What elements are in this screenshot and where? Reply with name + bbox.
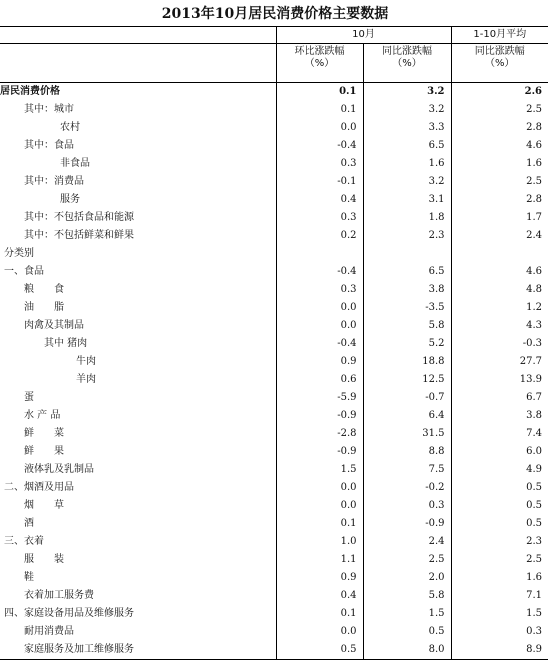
yoy-value: 8.0 [363, 641, 451, 660]
avg-yoy-value: 6.0 [451, 443, 548, 461]
table-row [0, 209, 548, 227]
header-yoy-label: 同比涨跌幅 [382, 46, 432, 57]
table-row [0, 407, 548, 425]
header-yoy-change [363, 44, 451, 83]
yoy-value: 3.8 [363, 281, 451, 299]
yoy-value: 2.5 [363, 551, 451, 569]
mom-value: 0.0 [276, 479, 363, 497]
yoy-value [363, 245, 451, 263]
mom-value: 0.0 [276, 119, 363, 137]
table-row [0, 515, 548, 533]
yoy-value: 7.5 [363, 461, 451, 479]
mom-value: -5.9 [276, 389, 363, 407]
avg-yoy-value: 2.4 [451, 227, 548, 245]
table-row [0, 569, 548, 587]
mom-value: 0.1 [276, 515, 363, 533]
yoy-value: 8.8 [363, 443, 451, 461]
avg-yoy-value: 1.6 [451, 155, 548, 173]
mom-value: 0.5 [276, 641, 363, 660]
header-blank-cell [0, 27, 276, 44]
page-title: 2013年10月居民消费价格主要数据 [161, 6, 389, 22]
yoy-value: 0.5 [363, 623, 451, 641]
table-row [0, 461, 548, 479]
table-row [0, 335, 548, 353]
avg-yoy-value: 2.6 [451, 83, 548, 102]
table-row [0, 623, 548, 641]
avg-yoy-value: 0.3 [451, 623, 548, 641]
avg-yoy-value: 3.8 [451, 407, 548, 425]
yoy-value: 1.6 [363, 155, 451, 173]
avg-yoy-value [451, 245, 548, 263]
table-row [0, 281, 548, 299]
avg-yoy-value: 4.8 [451, 281, 548, 299]
avg-yoy-value: 4.3 [451, 317, 548, 335]
mom-value: -0.4 [276, 335, 363, 353]
table-row [0, 605, 548, 623]
yoy-value: 6.4 [363, 407, 451, 425]
row-label: 鲜 菜 [24, 428, 64, 439]
row-label: 油 脂 [24, 302, 64, 313]
avg-yoy-value: 1.7 [451, 209, 548, 227]
header-mom-change [276, 44, 363, 83]
row-label: 蛋 [24, 392, 34, 403]
header-blank-cell [0, 44, 276, 83]
row-label: 居民消费价格 [0, 86, 60, 97]
table-row [0, 173, 548, 191]
avg-yoy-value: 7.1 [451, 587, 548, 605]
row-label: 其中：不包括鲜菜和鲜果 [24, 230, 134, 241]
yoy-value: -3.5 [363, 299, 451, 317]
yoy-value: 3.2 [363, 173, 451, 191]
row-label: 耐用消费品 [24, 626, 74, 637]
avg-yoy-value: 2.8 [451, 119, 548, 137]
yoy-value: 2.3 [363, 227, 451, 245]
yoy-value: 3.3 [363, 119, 451, 137]
avg-yoy-value: 27.7 [451, 353, 548, 371]
table-row [0, 317, 548, 335]
row-label: 其中：不包括食品和能源 [24, 212, 134, 223]
header-group-average: 1-10月平均 [451, 27, 548, 44]
mom-value: 0.0 [276, 497, 363, 515]
avg-yoy-value: 1.2 [451, 299, 548, 317]
yoy-value: 6.5 [363, 263, 451, 281]
table-row [0, 533, 548, 551]
avg-yoy-value: 0.5 [451, 497, 548, 515]
mom-value: 0.0 [276, 623, 363, 641]
mom-value: 0.1 [276, 101, 363, 119]
row-label: 其中：消费品 [24, 176, 84, 187]
yoy-value: 31.5 [363, 425, 451, 443]
row-label: 家庭服务及加工维修服务 [0, 641, 276, 660]
row-label: 非食品 [60, 158, 90, 169]
yoy-value: 1.5 [363, 605, 451, 623]
header-unit: （%） [392, 58, 422, 69]
mom-value: -0.9 [276, 407, 363, 425]
row-label: 粮 食 [24, 284, 64, 295]
row-label: 四、家庭设备用品及维修服务 [4, 608, 134, 619]
table-row [0, 245, 548, 263]
mom-value: 0.4 [276, 587, 363, 605]
table-row [0, 263, 548, 281]
row-label: 羊肉 [76, 374, 96, 385]
row-label: 一、食品 [4, 266, 44, 277]
mom-value: -0.9 [276, 443, 363, 461]
yoy-value: 3.2 [363, 101, 451, 119]
table-row [0, 119, 548, 137]
row-label: 肉禽及其制品 [24, 320, 84, 331]
avg-yoy-value: 8.9 [451, 641, 548, 660]
table-row [0, 425, 548, 443]
row-label: 其中：城市 [24, 104, 74, 115]
avg-yoy-value: 6.7 [451, 389, 548, 407]
mom-value [276, 245, 363, 263]
header-avg-yoy-change [451, 44, 548, 83]
mom-value: 1.5 [276, 461, 363, 479]
yoy-value: 5.8 [363, 587, 451, 605]
table-row [0, 299, 548, 317]
table-body [0, 83, 548, 660]
table-row [0, 587, 548, 605]
table-row [0, 389, 548, 407]
avg-yoy-value: 2.5 [451, 101, 548, 119]
mom-value: 1.0 [276, 533, 363, 551]
yoy-value: 3.2 [363, 83, 451, 102]
avg-yoy-value: 2.5 [451, 173, 548, 191]
yoy-value: 18.8 [363, 353, 451, 371]
yoy-value: 1.8 [363, 209, 451, 227]
mom-value: 0.3 [276, 155, 363, 173]
row-label: 酒 [24, 518, 34, 529]
yoy-value: 2.4 [363, 533, 451, 551]
mom-value: 0.0 [276, 317, 363, 335]
yoy-value: 0.3 [363, 497, 451, 515]
yoy-value: 3.1 [363, 191, 451, 209]
mom-value: -0.1 [276, 173, 363, 191]
mom-value: 1.1 [276, 551, 363, 569]
row-label: 服 装 [24, 554, 64, 565]
mom-value: 0.0 [276, 299, 363, 317]
avg-yoy-value: 1.6 [451, 569, 548, 587]
mom-value: 0.9 [276, 569, 363, 587]
row-label: 烟 草 [24, 500, 64, 511]
table-row [0, 497, 548, 515]
row-label: 二、烟酒及用品 [4, 482, 74, 493]
avg-yoy-value: 2.5 [451, 551, 548, 569]
header-group-october: 10月 [276, 27, 451, 44]
row-label: 牛肉 [76, 356, 96, 367]
header-mom-label: 环比涨跌幅 [294, 46, 345, 57]
mom-value: 0.1 [276, 605, 363, 623]
yoy-value: -0.2 [363, 479, 451, 497]
table-header [0, 27, 548, 83]
avg-yoy-value: 1.5 [451, 605, 548, 623]
row-label: 鲜 果 [24, 446, 64, 457]
mom-value: -0.4 [276, 137, 363, 155]
avg-yoy-value: 7.4 [451, 425, 548, 443]
yoy-value: 5.8 [363, 317, 451, 335]
mom-value: 0.3 [276, 281, 363, 299]
yoy-value: -0.9 [363, 515, 451, 533]
mom-value: -2.8 [276, 425, 363, 443]
table-row [0, 83, 548, 102]
avg-yoy-value: 0.5 [451, 515, 548, 533]
avg-yoy-value: 4.6 [451, 137, 548, 155]
table-row [0, 191, 548, 209]
row-label: 服务 [60, 194, 80, 205]
table-row [0, 551, 548, 569]
avg-yoy-value: 4.6 [451, 263, 548, 281]
cpi-table [0, 26, 548, 660]
row-label: 液体乳及乳制品 [24, 464, 94, 475]
avg-yoy-value: 2.8 [451, 191, 548, 209]
mom-value: 0.3 [276, 209, 363, 227]
avg-yoy-value: 13.9 [451, 371, 548, 389]
mom-value: 0.9 [276, 353, 363, 371]
row-label: 分类别 [4, 248, 34, 259]
avg-yoy-value: -0.3 [451, 335, 548, 353]
row-label: 水 产 品 [24, 410, 61, 421]
avg-yoy-value: 0.5 [451, 479, 548, 497]
table-row [0, 101, 548, 119]
row-label: 其中：食品 [24, 140, 74, 151]
table-row [0, 155, 548, 173]
row-label: 衣着加工服务费 [24, 590, 94, 601]
mom-value: 0.6 [276, 371, 363, 389]
table-row [0, 227, 548, 245]
row-label: 农村 [60, 122, 80, 133]
table-row [0, 443, 548, 461]
table-row [0, 479, 548, 497]
header-avg-label: 同比涨跌幅 [474, 46, 525, 57]
table-row [0, 371, 548, 389]
header-unit: （%） [485, 58, 515, 69]
row-label: 鞋 [24, 572, 34, 583]
yoy-value: 12.5 [363, 371, 451, 389]
mom-value: 0.2 [276, 227, 363, 245]
mom-value: -0.4 [276, 263, 363, 281]
table-row [0, 641, 548, 660]
mom-value: 0.1 [276, 83, 363, 102]
avg-yoy-value: 2.3 [451, 533, 548, 551]
yoy-value: 5.2 [363, 335, 451, 353]
mom-value: 0.4 [276, 191, 363, 209]
row-label: 其中 猪肉 [44, 338, 88, 349]
row-label: 三、衣着 [4, 536, 44, 547]
header-unit: （%） [304, 58, 335, 69]
avg-yoy-value: 4.9 [451, 461, 548, 479]
table-row [0, 353, 548, 371]
table-row [0, 137, 548, 155]
yoy-value: 2.0 [363, 569, 451, 587]
yoy-value: 6.5 [363, 137, 451, 155]
yoy-value: -0.7 [363, 389, 451, 407]
